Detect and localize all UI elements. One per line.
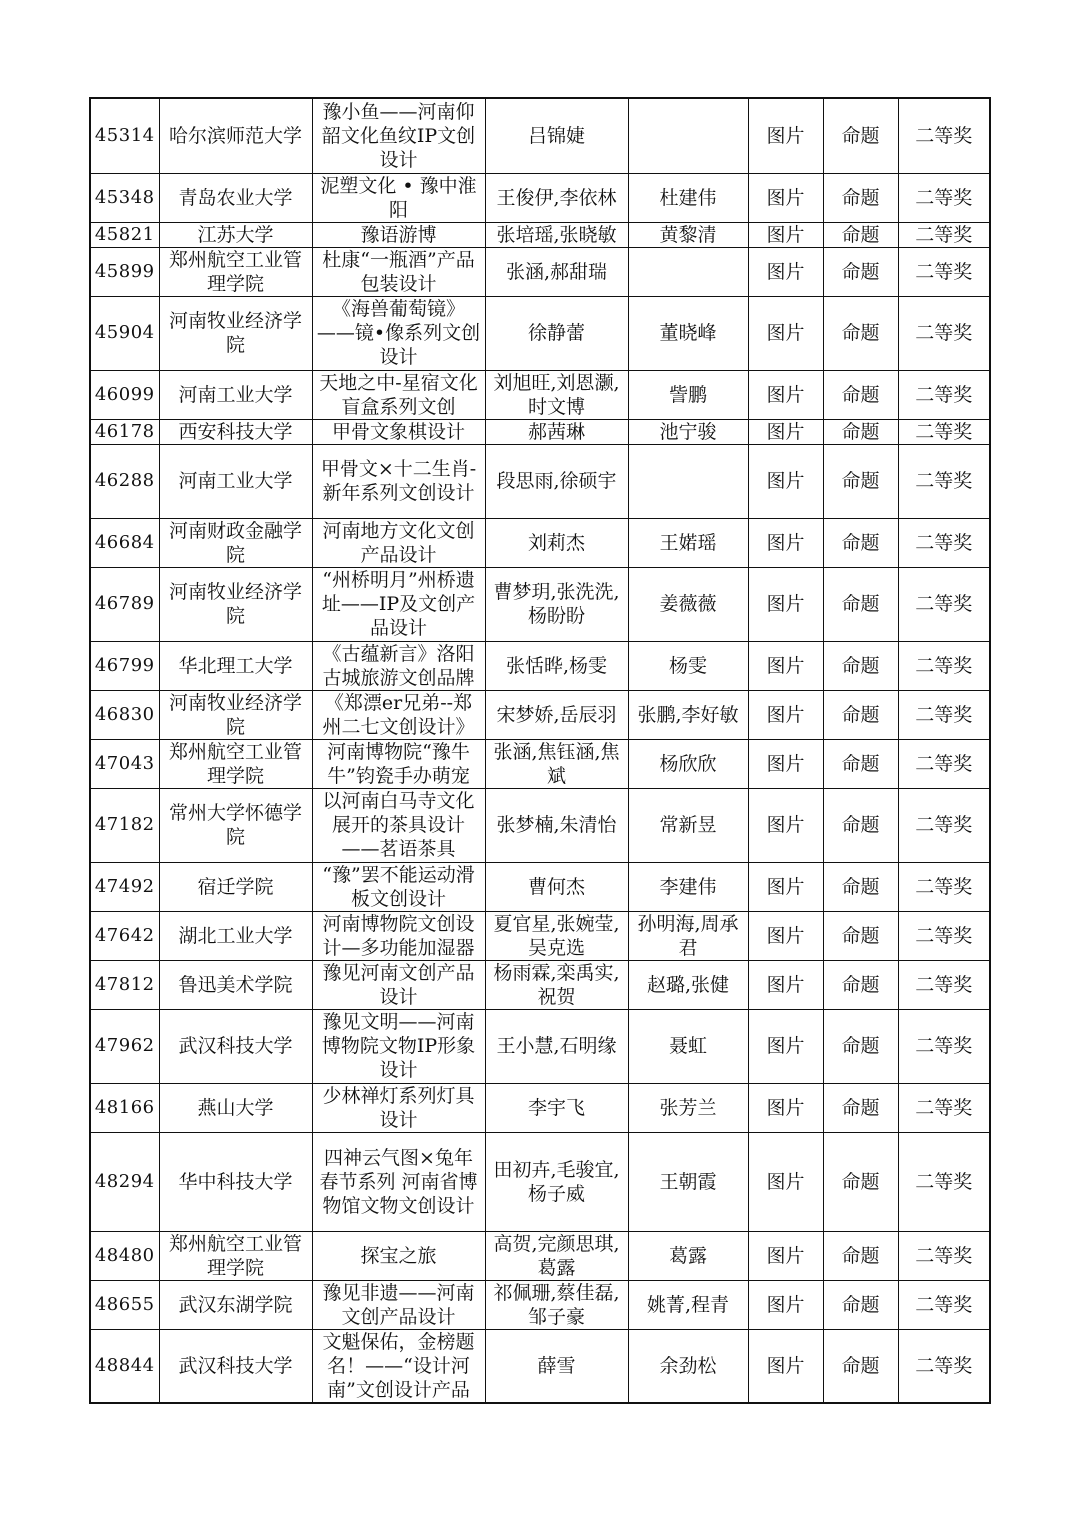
cell-entry-id: 46684	[90, 518, 159, 567]
cell-category: 命题	[823, 98, 898, 173]
cell-work-type: 图片	[748, 518, 823, 567]
cell-category: 命题	[823, 862, 898, 911]
cell-entry-id: 47642	[90, 911, 159, 960]
cell-advisor: 常新昱	[628, 788, 748, 862]
cell-school: 河南牧业经济学院	[159, 690, 312, 739]
cell-work-title: 《海兽葡萄镜》——镜•像系列文创设计	[312, 296, 485, 370]
cell-work-title: 杜康“一瓶酒”产品包装设计	[312, 247, 485, 296]
cell-school: 郑州航空工业管理学院	[159, 247, 312, 296]
cell-advisor	[628, 444, 748, 518]
cell-advisor: 聂虹	[628, 1009, 748, 1083]
cell-work-title: 少林禅灯系列灯具设计	[312, 1083, 485, 1132]
cell-work-type: 图片	[748, 690, 823, 739]
table-row	[90, 960, 990, 1009]
cell-category: 命题	[823, 296, 898, 370]
cell-advisor: 孙明海,周承君	[628, 911, 748, 960]
cell-school: 江苏大学	[159, 222, 312, 247]
cell-school: 河南牧业经济学院	[159, 296, 312, 370]
table-row	[90, 296, 990, 370]
table-row	[90, 1280, 990, 1329]
cell-authors: 徐静蕾	[485, 296, 628, 370]
cell-category: 命题	[823, 960, 898, 1009]
cell-advisor: 姜薇薇	[628, 567, 748, 641]
cell-work-type: 图片	[748, 296, 823, 370]
cell-authors: 刘旭旺,刘恩灏,时文博	[485, 370, 628, 419]
cell-entry-id: 46178	[90, 419, 159, 444]
table-row	[90, 567, 990, 641]
cell-award: 二等奖	[898, 1083, 990, 1132]
cell-work-title: “豫”罢不能运动滑板文创设计	[312, 862, 485, 911]
cell-work-title: 豫语游博	[312, 222, 485, 247]
cell-entry-id: 45314	[90, 98, 159, 173]
cell-award: 二等奖	[898, 1132, 990, 1231]
cell-advisor: 葛露	[628, 1231, 748, 1280]
cell-entry-id: 48480	[90, 1231, 159, 1280]
cell-work-title: 文魁保佑，金榜题名！——“设计河南”文创设计产品	[312, 1329, 485, 1403]
cell-award: 二等奖	[898, 960, 990, 1009]
cell-work-type: 图片	[748, 444, 823, 518]
table-row	[90, 173, 990, 222]
cell-category: 命题	[823, 444, 898, 518]
cell-category: 命题	[823, 739, 898, 788]
cell-work-type: 图片	[748, 739, 823, 788]
table-body	[90, 98, 990, 1403]
cell-work-title: 豫见河南文创产品设计	[312, 960, 485, 1009]
cell-advisor	[628, 247, 748, 296]
cell-award: 二等奖	[898, 247, 990, 296]
cell-category: 命题	[823, 690, 898, 739]
cell-authors: 张梦楠,朱清怡	[485, 788, 628, 862]
cell-authors: 祁佩珊,蔡佳磊,邹子豪	[485, 1280, 628, 1329]
table-row	[90, 1231, 990, 1280]
cell-work-type: 图片	[748, 419, 823, 444]
cell-advisor	[628, 98, 748, 173]
table-row	[90, 247, 990, 296]
table-row	[90, 1329, 990, 1403]
cell-school: 河南工业大学	[159, 444, 312, 518]
cell-advisor: 王婼瑶	[628, 518, 748, 567]
cell-award: 二等奖	[898, 739, 990, 788]
cell-work-type: 图片	[748, 173, 823, 222]
cell-category: 命题	[823, 788, 898, 862]
cell-school: 燕山大学	[159, 1083, 312, 1132]
cell-school: 武汉科技大学	[159, 1009, 312, 1083]
cell-work-title: 甲骨文象棋设计	[312, 419, 485, 444]
cell-work-type: 图片	[748, 370, 823, 419]
cell-entry-id: 48166	[90, 1083, 159, 1132]
cell-entry-id: 48844	[90, 1329, 159, 1403]
cell-work-type: 图片	[748, 247, 823, 296]
table-row	[90, 419, 990, 444]
cell-advisor: 张芳兰	[628, 1083, 748, 1132]
cell-award: 二等奖	[898, 222, 990, 247]
cell-advisor: 姚菁,程青	[628, 1280, 748, 1329]
cell-work-type: 图片	[748, 788, 823, 862]
cell-work-type: 图片	[748, 911, 823, 960]
cell-school: 哈尔滨师范大学	[159, 98, 312, 173]
cell-authors: 宋梦娇,岳辰羽	[485, 690, 628, 739]
cell-entry-id: 46830	[90, 690, 159, 739]
cell-award: 二等奖	[898, 862, 990, 911]
cell-advisor: 董晓峰	[628, 296, 748, 370]
table-row	[90, 739, 990, 788]
cell-category: 命题	[823, 370, 898, 419]
cell-award: 二等奖	[898, 690, 990, 739]
table-row	[90, 370, 990, 419]
cell-advisor: 李建伟	[628, 862, 748, 911]
cell-work-title: 河南博物院“豫牛牛”钧瓷手办萌宠	[312, 739, 485, 788]
cell-authors: 曹何杰	[485, 862, 628, 911]
cell-school: 常州大学怀德学院	[159, 788, 312, 862]
cell-category: 命题	[823, 1231, 898, 1280]
cell-authors: 高贺,完颜思琪,葛露	[485, 1231, 628, 1280]
cell-category: 命题	[823, 1132, 898, 1231]
cell-award: 二等奖	[898, 1231, 990, 1280]
cell-category: 命题	[823, 173, 898, 222]
cell-award: 二等奖	[898, 444, 990, 518]
cell-category: 命题	[823, 1083, 898, 1132]
cell-entry-id: 45821	[90, 222, 159, 247]
cell-category: 命题	[823, 641, 898, 690]
cell-award: 二等奖	[898, 173, 990, 222]
cell-entry-id: 46789	[90, 567, 159, 641]
cell-authors: 郝茜琳	[485, 419, 628, 444]
cell-award: 二等奖	[898, 788, 990, 862]
cell-school: 青岛农业大学	[159, 173, 312, 222]
cell-advisor: 杨欣欣	[628, 739, 748, 788]
cell-category: 命题	[823, 518, 898, 567]
cell-award: 二等奖	[898, 518, 990, 567]
cell-award: 二等奖	[898, 567, 990, 641]
cell-award: 二等奖	[898, 419, 990, 444]
cell-school: 武汉科技大学	[159, 1329, 312, 1403]
cell-school: 河南工业大学	[159, 370, 312, 419]
cell-entry-id: 46099	[90, 370, 159, 419]
cell-category: 命题	[823, 419, 898, 444]
cell-authors: 张恬晔,杨雯	[485, 641, 628, 690]
cell-authors: 段思雨,徐硕宇	[485, 444, 628, 518]
cell-work-title: 《古蕴新言》洛阳古城旅游文创品牌	[312, 641, 485, 690]
cell-category: 命题	[823, 1329, 898, 1403]
cell-work-type: 图片	[748, 98, 823, 173]
awards-table	[89, 97, 991, 1404]
cell-authors: 杨雨霖,栾禹实,祝贺	[485, 960, 628, 1009]
cell-school: 西安科技大学	[159, 419, 312, 444]
table-row	[90, 862, 990, 911]
cell-authors: 曹梦玥,张洗洗,杨盼盼	[485, 567, 628, 641]
cell-school: 河南财政金融学院	[159, 518, 312, 567]
cell-authors: 张涵,郝甜瑞	[485, 247, 628, 296]
cell-work-title: 河南地方文化文创产品设计	[312, 518, 485, 567]
cell-work-type: 图片	[748, 1231, 823, 1280]
cell-advisor: 杜建伟	[628, 173, 748, 222]
table-row	[90, 444, 990, 518]
cell-award: 二等奖	[898, 1009, 990, 1083]
cell-work-title: 河南博物院文创设计—多功能加湿器	[312, 911, 485, 960]
cell-award: 二等奖	[898, 1280, 990, 1329]
cell-entry-id: 45904	[90, 296, 159, 370]
cell-entry-id: 47182	[90, 788, 159, 862]
cell-advisor: 张鹏,李好敏	[628, 690, 748, 739]
table-row	[90, 1083, 990, 1132]
cell-entry-id: 47492	[90, 862, 159, 911]
cell-award: 二等奖	[898, 296, 990, 370]
cell-advisor: 訾鹏	[628, 370, 748, 419]
cell-entry-id: 45348	[90, 173, 159, 222]
cell-work-type: 图片	[748, 1280, 823, 1329]
cell-school: 鲁迅美术学院	[159, 960, 312, 1009]
table-row	[90, 98, 990, 173]
cell-advisor: 余劲松	[628, 1329, 748, 1403]
cell-work-type: 图片	[748, 567, 823, 641]
cell-work-title: 以河南白马寺文化展开的茶具设计——茗语茶具	[312, 788, 485, 862]
cell-authors: 张涵,焦钰涵,焦斌	[485, 739, 628, 788]
cell-entry-id: 47962	[90, 1009, 159, 1083]
cell-school: 河南牧业经济学院	[159, 567, 312, 641]
table-row	[90, 641, 990, 690]
cell-work-title: “州桥明月”州桥遗址——IP及文创产品设计	[312, 567, 485, 641]
cell-work-title: 天地之中-星宿文化盲盒系列文创	[312, 370, 485, 419]
cell-category: 命题	[823, 911, 898, 960]
cell-entry-id: 47043	[90, 739, 159, 788]
table-row	[90, 222, 990, 247]
cell-authors: 夏官星,张婉莹,吴克选	[485, 911, 628, 960]
cell-advisor: 杨雯	[628, 641, 748, 690]
cell-school: 武汉东湖学院	[159, 1280, 312, 1329]
cell-authors: 张培瑶,张晓敏	[485, 222, 628, 247]
cell-advisor: 黄黎清	[628, 222, 748, 247]
cell-school: 郑州航空工业管理学院	[159, 1231, 312, 1280]
cell-work-title: 豫见文明——河南博物院文物IP形象设计	[312, 1009, 485, 1083]
cell-work-type: 图片	[748, 1009, 823, 1083]
cell-entry-id: 47812	[90, 960, 159, 1009]
table-row	[90, 690, 990, 739]
cell-advisor: 池宁骏	[628, 419, 748, 444]
cell-authors: 王俊伊,李依林	[485, 173, 628, 222]
cell-award: 二等奖	[898, 98, 990, 173]
cell-award: 二等奖	[898, 370, 990, 419]
cell-entry-id: 48655	[90, 1280, 159, 1329]
cell-school: 湖北工业大学	[159, 911, 312, 960]
cell-work-type: 图片	[748, 1132, 823, 1231]
cell-school: 宿迁学院	[159, 862, 312, 911]
cell-work-title: 探宝之旅	[312, 1231, 485, 1280]
cell-school: 华中科技大学	[159, 1132, 312, 1231]
cell-entry-id: 45899	[90, 247, 159, 296]
cell-work-type: 图片	[748, 641, 823, 690]
cell-award: 二等奖	[898, 1329, 990, 1403]
cell-work-title: 甲骨文×十二生肖-新年系列文创设计	[312, 444, 485, 518]
cell-work-type: 图片	[748, 222, 823, 247]
cell-work-title: 《郑漂er兄弟--郑州二七文创设计》	[312, 690, 485, 739]
table-row	[90, 1009, 990, 1083]
cell-work-title: 泥塑文化 • 豫中淮阳	[312, 173, 485, 222]
cell-work-type: 图片	[748, 862, 823, 911]
cell-work-title: 豫见非遗——河南文创产品设计	[312, 1280, 485, 1329]
cell-entry-id: 46799	[90, 641, 159, 690]
cell-authors: 李宇飞	[485, 1083, 628, 1132]
cell-award: 二等奖	[898, 911, 990, 960]
cell-work-type: 图片	[748, 1083, 823, 1132]
cell-work-title: 四神云气图×兔年春节系列 河南省博物馆文物文创设计	[312, 1132, 485, 1231]
cell-advisor: 赵璐,张健	[628, 960, 748, 1009]
cell-authors: 刘莉杰	[485, 518, 628, 567]
cell-advisor: 王朝霞	[628, 1132, 748, 1231]
table-row	[90, 911, 990, 960]
cell-category: 命题	[823, 222, 898, 247]
cell-work-type: 图片	[748, 1329, 823, 1403]
cell-category: 命题	[823, 567, 898, 641]
cell-work-title: 豫小鱼——河南仰韶文化鱼纹IP文创设计	[312, 98, 485, 173]
cell-category: 命题	[823, 247, 898, 296]
table-row	[90, 788, 990, 862]
cell-school: 华北理工大学	[159, 641, 312, 690]
cell-authors: 薛雪	[485, 1329, 628, 1403]
cell-authors: 王小慧,石明缘	[485, 1009, 628, 1083]
table-row	[90, 1132, 990, 1231]
cell-entry-id: 46288	[90, 444, 159, 518]
cell-authors: 田初卉,毛骏宜,杨子威	[485, 1132, 628, 1231]
cell-school: 郑州航空工业管理学院	[159, 739, 312, 788]
cell-entry-id: 48294	[90, 1132, 159, 1231]
cell-work-type: 图片	[748, 960, 823, 1009]
cell-category: 命题	[823, 1280, 898, 1329]
cell-award: 二等奖	[898, 641, 990, 690]
table-row	[90, 518, 990, 567]
cell-category: 命题	[823, 1009, 898, 1083]
cell-authors: 吕锦婕	[485, 98, 628, 173]
